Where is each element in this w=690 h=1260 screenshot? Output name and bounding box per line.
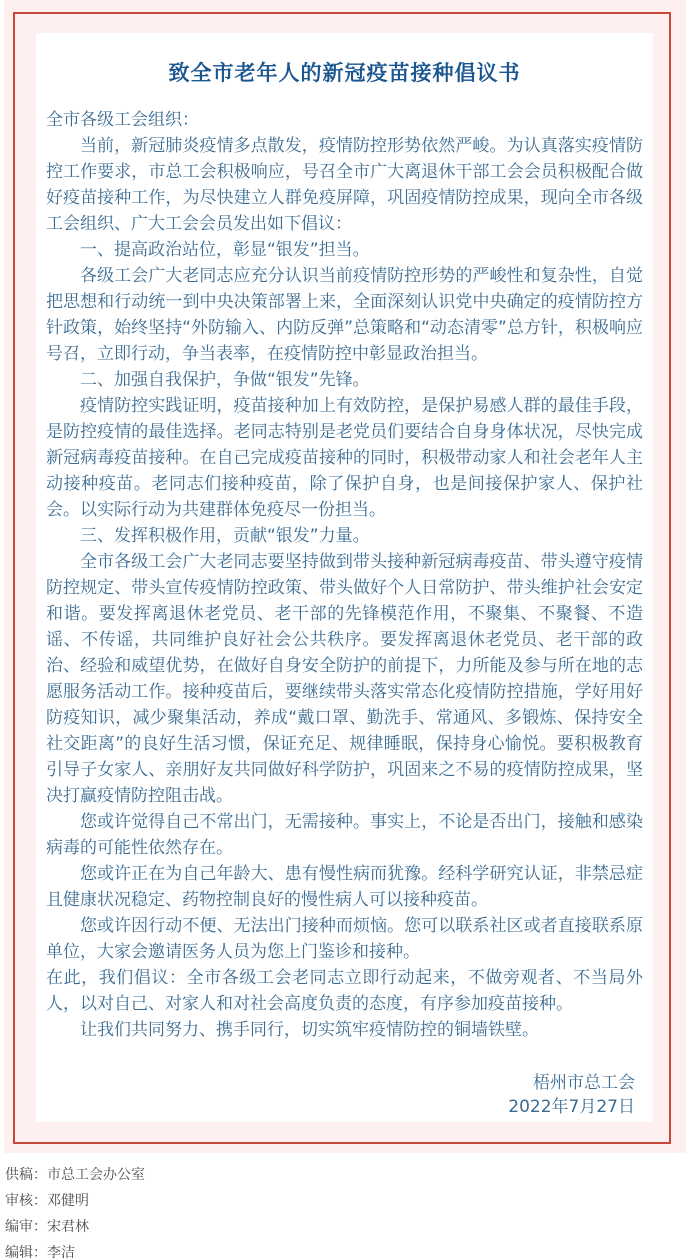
paragraph: 一、提高政治站位，彰显“银发”担当。 (80, 240, 370, 260)
paragraph: 您或许正在为自己年龄大、患有慢性病而犹豫。经科学研究认证，非禁忌症且健康状况稳定、药物控制良好的慢性病人可以接种疫苗。 (46, 864, 643, 910)
paragraph: 当前，新冠肺炎疫情多点散发，疫情防控形势依然严峻。为认真落实疫情防控工作要求，市总工会积极响应，号召全市广大离退休干部工会会员积极配合做好疫苗接种工作，为尽快建立人群免疫屏障，巩固疫情防控成果，现向全市各级工会组织、广大工会会员发出如下倡议： (46, 136, 643, 234)
paragraph: 您或许因行动不便、无法出门接种而烦恼。您可以联系社区或者直接联系原单位，大家会邀请医务人员为您上门鉴诊和接种。 (46, 916, 643, 962)
credit-line: 供稿：市总工会办公室 (5, 1167, 145, 1183)
signature-date: 2022年7月27日 (508, 1097, 635, 1117)
paragraph: 您或许觉得自己不常出门，无需接种。事实上，不论是否出门，接触和感染病毒的可能性依然存在。 (46, 812, 643, 858)
notice-panel (4, 0, 686, 1153)
signature-block (46, 1071, 643, 1119)
paragraph: 各级工会广大老同志应充分认识当前疫情防控形势的严峻性和复杂性，自觉把思想和行动统一到中央决策部署上来，全面深刻认识党中央确定的疫情防控方针政策，始终坚持“外防输入、内防反弹”总策略和“动态清零”总方针，积极响应号召，立即行动，争当表率，在疫情防控中彰显政治担当。 (46, 266, 643, 364)
document-body (46, 107, 643, 1043)
page-title: 致全市老年人的新冠疫苗接种倡议书 (168, 61, 521, 85)
paragraph: 疫情防控实践证明，疫苗接种加上有效防控，是保护易感人群的最佳手段，是防控疫情的最佳选择。老同志特别是老党员们要结合自身身体状况，尽快完成新冠病毒疫苗接种。在自己完成疫苗接种的同时，积极带动家人和社会老年人主动接种疫苗。老同志们接种疫苗，除了保护自身，也是间接保护家人、保护社会。以实际行动为共建群体免疫尽一份担当。 (46, 396, 643, 520)
signature-org: 梧州市总工会 (533, 1073, 635, 1093)
credit-line: 编辑：李洁 (5, 1245, 75, 1260)
paragraph: 全市各级工会广大老同志要坚持做到带头接种新冠病毒疫苗、带头遵守疫情防控规定、带头宣传疫情防控政策、带头做好个人日常防护、带头维护社会安定和谐。要发挥离退休老党员、老干部的先锋模范作用，不聚集、不聚餐、不造谣、不传谣，共同维护良好社会公共秩序。要发挥离退休老党员、老干部的政治、经验和威望优势，在做好自身安全防护的前提下，力所能及参与所在地的志愿服务活动工作。接种疫苗后，要继续带头落实常态化疫情防控措施，学好用好防疫知识，减少聚集活动，养成“戴口罩、勤洗手、常通风、多锻炼、保持安全社交距离”的良好生活习惯，保证充足、规律睡眠，保持身心愉悦。要积极教育引导子女家人、亲朋好友共同做好科学防护，巩固来之不易的疫情防控成果，坚决打赢疫情防控阻击战。 (46, 552, 643, 806)
credit-line: 编审：宋君林 (5, 1219, 89, 1235)
paragraph: 二、加强自我保护，争做“银发”先锋。 (80, 370, 370, 390)
red-border-frame (13, 12, 671, 1144)
notice-card (36, 33, 653, 1122)
paragraph: 在此，我们倡议：全市各级工会老同志立即行动起来，不做旁观者、不当局外人，以对自己、对家人和对社会高度负责的态度，有序参加疫苗接种。 (46, 968, 643, 1014)
credit-line: 审核：邓健明 (5, 1193, 89, 1209)
paragraph: 全市各级工会组织： (46, 110, 199, 130)
paragraph: 让我们共同努力、携手同行，切实筑牢疫情防控的铜墙铁壁。 (80, 1020, 539, 1040)
paragraph: 三、发挥积极作用，贡献“银发”力量。 (80, 526, 370, 546)
credits-footer (5, 1162, 685, 1260)
